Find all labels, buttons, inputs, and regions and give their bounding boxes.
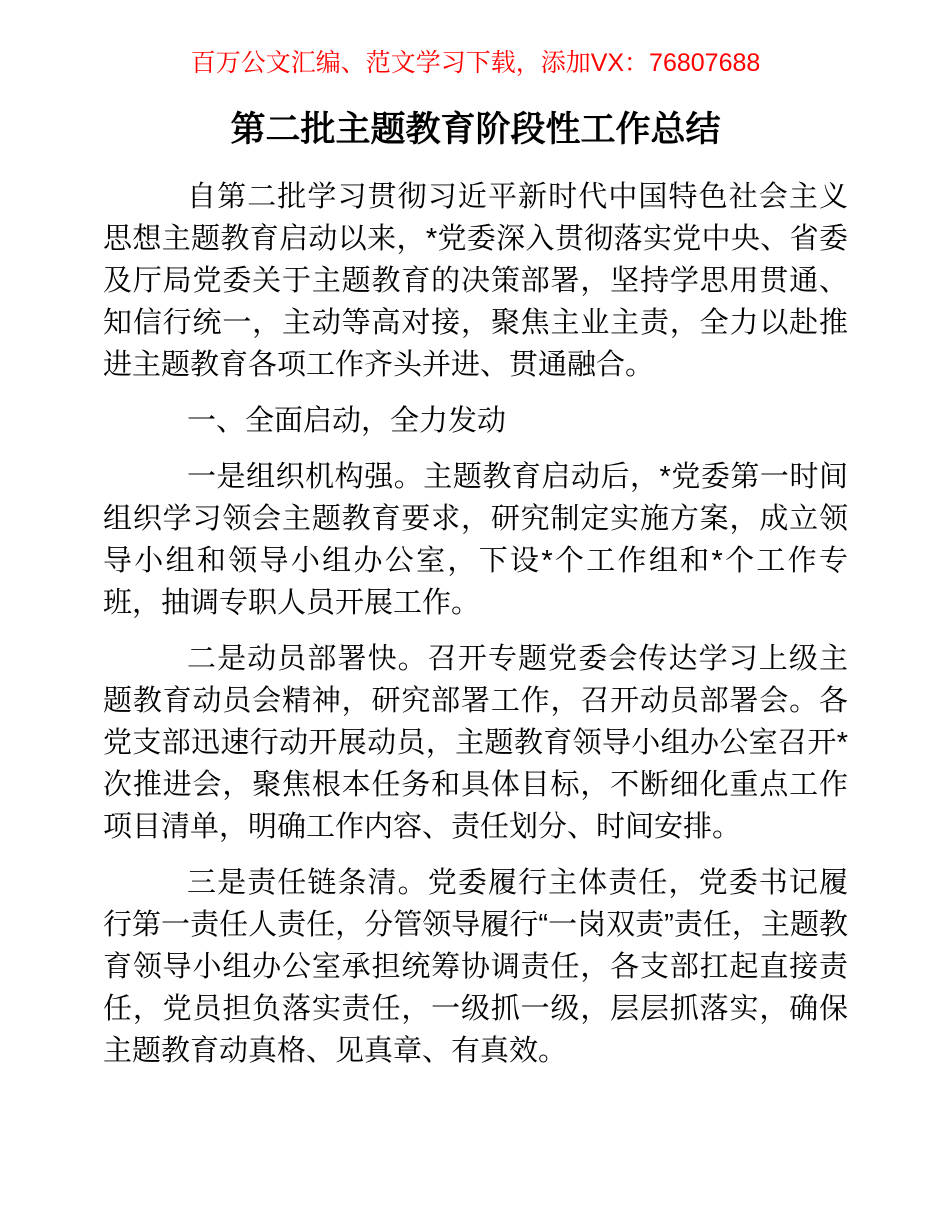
paragraph-point-1: 一是组织机构强。主题教育启动后，*党委第一时间组织学习领会主题教育要求，研究制定实施方案，成立领导小组和领导小组办公室，下设*个工作组和*个工作专班，抽调专职人员开展工作。 bbox=[103, 461, 848, 619]
paragraph-intro: 自第二批学习贯彻习近平新时代中国特色社会主义思想主题教育启动以来，*党委深入贯彻落实党中央、省委及厅局党委关于主题教育的决策部署，坚持学思用贯通、知信行统一，主动等高对接，聚焦主业主责，全力以赴推进主题教育各项工作齐头并进、贯通融合。 bbox=[103, 181, 848, 381]
document-title: 第二批主题教育阶段性工作总结 bbox=[230, 110, 721, 149]
paragraph-point-3: 三是责任链条清。党委履行主体责任，党委书记履行第一责任人责任，分管领导履行“一岗双责”责任，主题教育领导小组办公室承担统筹协调责任，各支部扛起直接责任，党员担负落实责任，一级抓一级，层层抓落实，确保主题教育动真格、见真章、有真效。 bbox=[103, 867, 848, 1067]
paragraph-point-2: 二是动员部署快。召开专题党委会传达学习上级主题教育动员会精神，研究部署工作，召开动员部署会。各党支部迅速行动开展动员，主题教育领导小组办公室召开*次推进会，聚焦根本任务和具体目标，不断细化重点工作项目清单，明确工作内容、责任划分、时间安排。 bbox=[103, 643, 848, 843]
promo-notice-text: 百万公文汇编、范文学习下载，添加VX：76807688 bbox=[190, 49, 761, 77]
section-heading-1: 一、全面启动，全力发动 bbox=[187, 405, 507, 437]
